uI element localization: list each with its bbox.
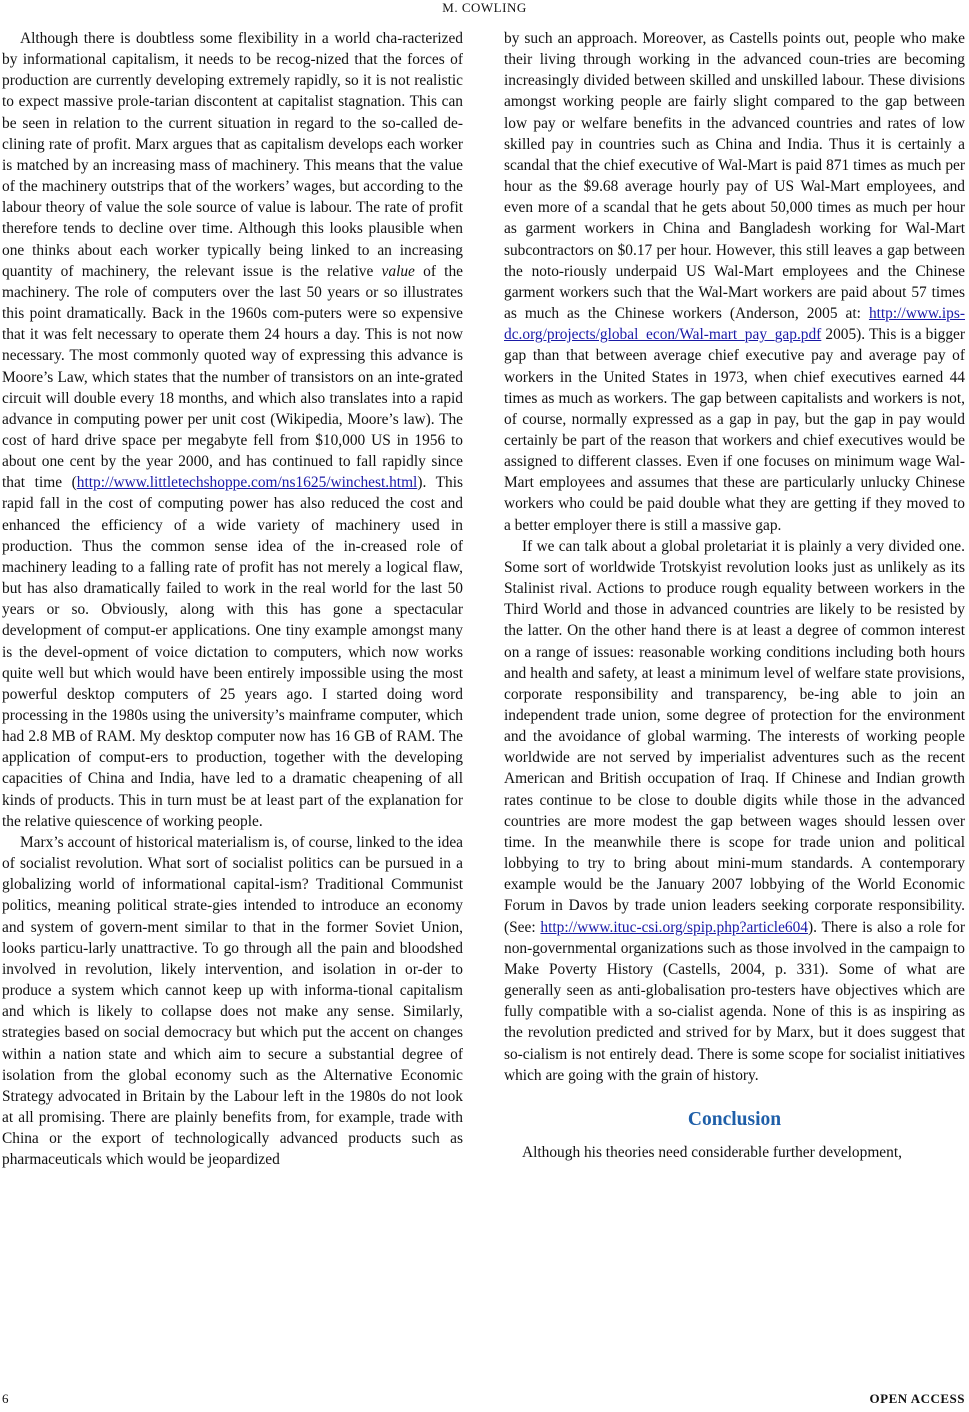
section-heading-conclusion: Conclusion: [687, 1108, 782, 1130]
link-ips-dc[interactable]: http://www.ips-dc.org/projects/global_econ/Wal-mart_pay_gap.pdf: [504, 305, 965, 344]
paragraph-socialist-politics: Marx’s account of historical materialism is, of course, linked to the idea of socialist revolution. What sort of socialist politics can be pursued in a globalizing world of informational capital-ism? Traditional Communist politics, meaning political strate-gies intended to introduce an economy and system of govern-ment similar to that in the former Soviet Union, looks particu-larly unattractive. To go through all the pain and bloodshed involved in revolution, likely intervention, and isolation in or-der to produce a system which cannot keep up with informa-tional capitalism and which is likely to collapse does not make any sense. Similarly, strategies based on social democracy but which put the accent on changes within a nation state and which aim to secure a substantial degree of isolation from the global economy such as the Alternative Economic Strategy advocated in Britain by the Labour left in the 1980s do not look at all promising. There are plainly benefits from, for example, trade with China or the export of technologically advanced products such as pharmaceuticals which would be jeopardized: [2, 833, 463, 1169]
paragraph-global-proletariat: If we can talk about a global proletariat it is plainly a very divided one. Some sort of worldwide Trotskyist revolution looks just as unlikely as its Stalinist rival. Actions to produce rough equality between workers in the Third World and those in advanced countries are likely to be resisted by the latter. On the other hand there is at least a degree of common interest on a range of issues: reasonable working conditions including both hours and health and safety, at least a minimum level of welfare state provisions, corporate responsibility and transparency, be-ing able to join an independent trade union, some degree of protection for the environment and the avoidance of global warming. The interests of working people worldwide are not served by imperialist adventures such as the recent American and British occupation of Iraq. If Chinese and Indian growth rates continue to be close to double digits while those in the advanced countries are more modest the gap between wages should lessen over time. In the meanwhile there is scope for trade union and political lobbying to try to bring about mini-mum standards. A contemporary example would be the January 2007 lobbying of the World Economic Forum in Davos by trade union leaders seeking corporate responsibility. (See: http://www.ituc-csi.org/spip.php?article604). There is also a role for non-governmental organizations such as those involved in the campaign to Make Poverty History (Castells, 2004, p. 331). Some of what are generally seen as anti-globalisation pro-testers have objectives which are fully compatible with a so-cialist agenda. None of this is as inspiring as the revolution predicted and strived for by Marx, but it does suggest that so-cialism is not entirely dead. There is some scope for socialist initiatives which are going with the grain of history.: [504, 537, 965, 1084]
open-access-label: OPEN ACCESS: [869, 1391, 965, 1406]
left-column: [2, 28, 463, 1170]
italic-value: value: [381, 262, 415, 280]
running-head: M. COWLING: [442, 0, 527, 15]
right-column: [504, 28, 965, 1163]
page-number: 6: [2, 1391, 9, 1406]
paragraph-declining-profit: Although there is doubtless some flexibility in a world cha-racterized by informational capitalism, it needs to be recog-nized that the forces of production are currently developing extremely rapidly, so it is not realistic to expect massive prole-tarian discontent at capitalist stagnation. This can be seen in relation to the current situation in regard to the so-called de-clining rate of profit. Marx argues that as capitalism develops each worker is matched by an increasing mass of machinery. This means that the value of the machinery outstrips that of the workers’ wages, but according to the labour theory of value the sole source of value is labour. The rate of profit therefore tends to decline over time. Although this looks plausible when one thinks about each worker typically being linked to an increasing quantity of machinery, the relevant issue is the relative value of the machinery. The role of computers over the last 50 years or so illustrates this point dramatically. Back in the 1960s com-puters were so expensive that it was felt necessary to operate them 24 hours a day. This is not now necessary. The most commonly quoted way of expressing this advance is Moore’s Law, which states that the number of transistors on an inte-grated circuit will double every 18 months, and which also translates into a rapid advance in computing power per unit cost (Wikipedia, Moore’s law). The cost of hard drive space per megabyte fell from $10,000 US in 1956 to about one cent by the year 2000, and has continued to fall rapidly since that time (http://www.littletechshoppe.com/ns1625/winchest.html). This rapid fall in the cost of computing power has also reduced the cost and enhanced the efficiency of a wide variety of machinery used in production. Thus the common sense idea of the in-creased role of machinery leading to a falling rate of profit has not merely a logical flaw, but has also dramatically failed to work in the real world for the last 50 years or so. Obviously, along with this has gone a spectacular development of comput-er applications. One tiny example amongst many is the devel-opment of voice dictation to computers, which now works quite well but which would have been entirely impossible using the most powerful desktop computers of 25 years ago. I started doing word processing in the 1980s using the university’s mainframe computer, which had 2.8 MB of RAM. My desktop computer now has 16 GB of RAM. The application of comput-ers to production, together with the developing capacities of China and India, have led to a dramatic cheapening of all kinds of products. This in turn must be at least part of the explanation for the relative quiescence of working people.: [2, 30, 463, 830]
link-littletechshoppe[interactable]: http://www.littletechshoppe.com/ns1625/winchest.html: [76, 474, 418, 492]
paragraph-walmart-gap: by such an approach. Moreover, as Castells points out, people who make their living through working in the advanced coun-tries are becoming increasingly divided between skilled and unskilled labour. These divisions amongst working people are fairly slight compared to the gap between low pay or welfare benefits in the advanced countries and rates of low skilled pay in countries such as China and India. Thus it is certainly a scandal that the chief executive of Wal-Mart is paid 871 times as much per hour as the $9.68 average hourly pay of US Wal-Mart employees, and even more of a scandal that he gets about 50,000 times as much per hour as garment workers in China and Bangladesh working for Wal-Mart subcontractors on $0.17 per hour. However, this still leaves a gap between the noto-riously underpaid US Wal-Mart employees and the Chinese garment workers such that the Wal-Mart workers are paid about 57 times as much as the Chinese workers (Anderson, 2005 at: http://www.ips-dc.org/projects/global_econ/Wal-mart_pay_gap.pdf 2005). This is a bigger gap than that between average chief executive pay and average pay of workers in the United States in 1973, when chief executives earned 44 times as much as workers. The gap between capitalists and workers is not, of course, normally expressed as a gap in pay, but the gap in pay would certainly be part of the reason that workers and chief executives would be assigned to different classes. Even if one focuses on minimum wage Wal-Mart employees and assumes that these are particularly unlucky Chinese workers who could be paid double what they are getting if they moved to a better employer there is still a massive gap.: [504, 30, 965, 534]
paragraph-conclusion: Although his theories need considerable further development,: [522, 1143, 902, 1161]
link-ituc-csi[interactable]: http://www.ituc-csi.org/spip.php?article604: [540, 918, 808, 936]
